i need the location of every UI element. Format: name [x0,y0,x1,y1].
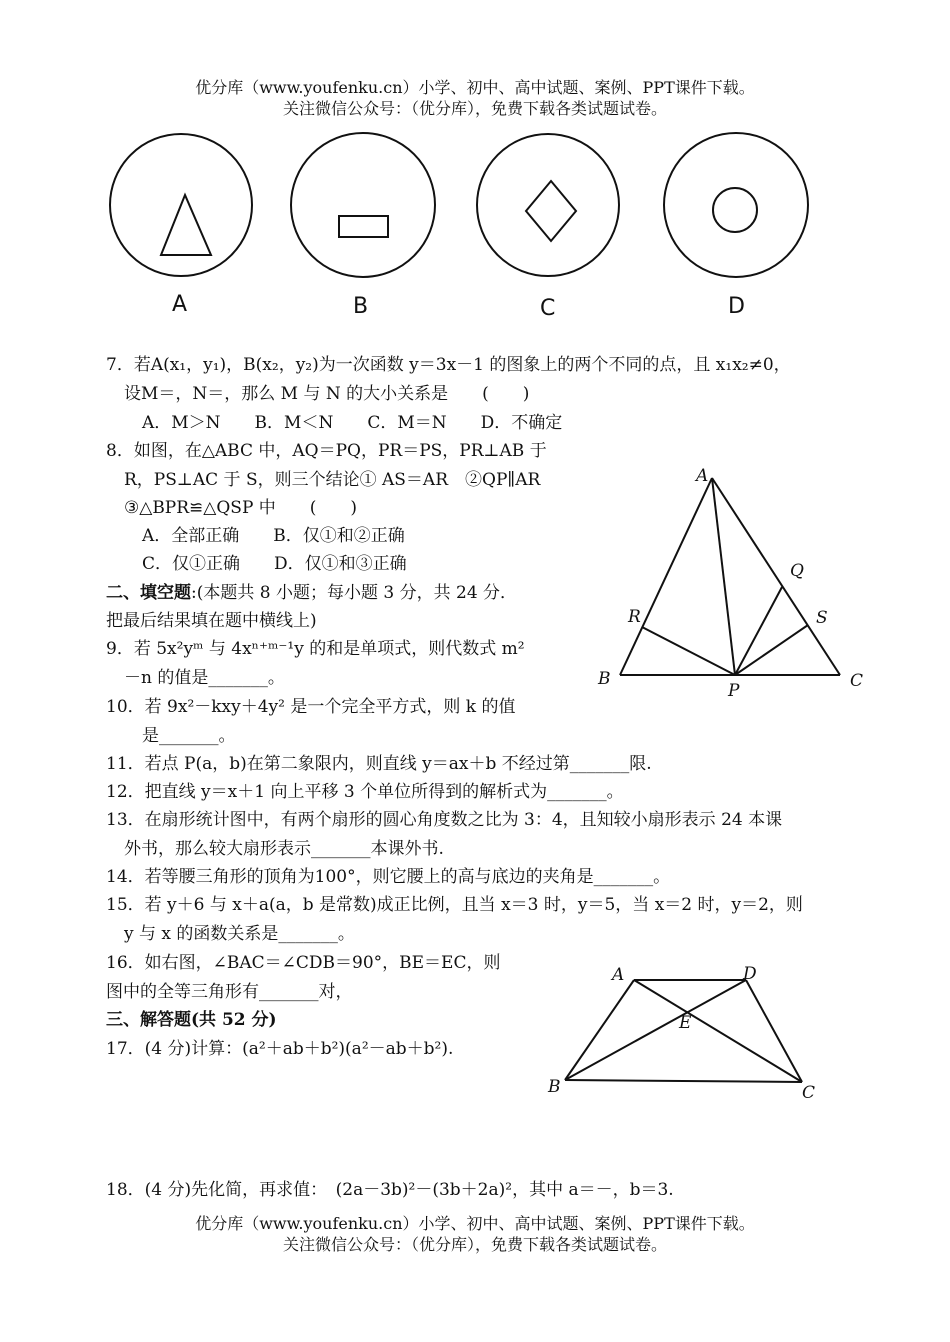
label-a: A [696,466,709,486]
segment-pq [735,587,782,675]
label-e: E [679,1013,692,1033]
q18: 18．(4 分)先化简，再求值： (2a－3b)²－(3b＋2a)²，其中 a＝－，b＝3. [106,1180,674,1200]
label-p: P [728,681,740,701]
q11: 11．若点 P(a，b)在第二象限内，则直线 y＝ax＋b 不经过第_______限. [106,754,652,774]
circle-figures [0,0,950,330]
section-2-desc-2: 把最后结果填在题中横线上) [106,611,317,631]
footer-line-2: 关注微信公众号：（优分库），免费下载各类试题试卷。 [282,1235,667,1254]
figure-a-label: A [172,292,188,317]
q8-options-1: A．全部正确 B．仅①和②正确 [142,526,405,546]
q7-options: A．M＞N B．M＜N C．M＝N D．不确定 [142,413,563,433]
q14: 14．若等腰三角形的顶角为100°，则它腰上的高与底边的夹角是_______。 [106,867,671,887]
q7-line-2: 设M＝，N＝，那么 M 与 N 的大小关系是 ( ) [124,384,530,404]
segment-pr [642,627,735,675]
figure-d-inner-circle [713,188,757,232]
label-b: B [548,1077,561,1097]
q10-line-2: 是_______。 [142,726,236,746]
figure-d-label: D [728,294,745,319]
q7-line-1: 7．若A(x₁，y₁)，B(x₂，y₂)为一次函数 y＝3x－1 的图象上的两个不同的点，且 x₁x₂≠0， [106,355,791,375]
header-line-1: 优分库（www.youfenku.cn）小学、初中、高中试题、案例、PPT课件下载。 [195,78,755,97]
label-d: D [743,964,757,984]
q15-line-2: y 与 x 的函数关系是_______。 [124,924,355,944]
side-ab [620,478,712,675]
side-bc [565,1080,802,1082]
triangle-figure [590,455,880,705]
footer-line-1: 优分库（www.youfenku.cn）小学、初中、高中试题、案例、PPT课件下载。 [195,1214,755,1233]
segment-ps [735,625,808,675]
q9-line-1: 9．若 5x²yᵐ 与 4xⁿ⁺ᵐ⁻¹y 的和是单项式，则代数式 m² [106,639,525,659]
q8-line-2: R，PS⊥AC 于 S，则三个结论① AS＝AR ②QP∥AR [124,470,541,490]
figure-b-label: B [353,294,369,319]
section-2-title: 二、填空题 [106,583,191,603]
q10-line-1: 10．若 9x²－kxy＋4y² 是一个完全平方式，则 k 的值 [106,697,516,717]
label-b: B [598,669,611,689]
q16-line-1: 16．如右图，∠BAC＝∠CDB＝90°，BE＝EC，则 [106,953,501,973]
q16-line-2: 图中的全等三角形有_______对， [106,982,353,1002]
figure-a-triangle [161,195,211,255]
diagonal-bd [565,980,746,1080]
q13-line-2: 外书，那么较大扇形表示_______本课外书. [124,839,444,859]
figure-c-diamond [526,181,576,241]
label-c: C [850,671,864,691]
figure-c-label: C [540,296,556,321]
section-2-heading [106,585,517,602]
figure-d-circle [664,133,808,277]
q8-line-1: 8．如图，在△ABC 中，AQ＝PQ，PR＝PS，PR⊥AB 于 [106,441,547,461]
q9-line-2: －n 的值是_______。 [124,668,285,688]
figure-b-circle [291,133,435,277]
q13-line-1: 13．在扇形统计图中，有两个扇形的圆心角度数之比为 3：4，且知较小扇形表示 24 本课 [106,810,783,830]
label-a: A [612,965,625,985]
section-2-desc: :(本题共 8 小题；每小题 3 分，共 24 分． [191,583,518,603]
q8-options-2: C．仅①正确 D．仅①和③正确 [142,554,407,574]
figure-b-rectangle [339,216,388,237]
label-c: C [802,1083,816,1103]
section-3-title: 三、解答题(共 52 分) [106,1010,277,1030]
q17: 17．(4 分)计算：(a²＋ab＋b²)(a²－ab＋b²). [106,1039,454,1059]
header-line-2: 关注微信公众号：（优分库），免费下载各类试题试卷。 [282,99,667,118]
label-q: Q [790,561,804,581]
label-s: S [816,608,828,628]
q8-line-3: ③△BPR≌△QSP 中 ( ) [124,498,358,518]
trapezoid-figure [540,960,840,1103]
figure-c-circle [477,134,619,276]
q15-line-1: 15．若 y＋6 与 x＋a(a，b 是常数)成正比例，且当 x＝3 时，y＝5，当 x＝2 时，y＝2，则 [106,895,803,915]
side-dc [746,980,802,1082]
q12: 12．把直线 y＝x＋1 向上平移 3 个单位所得到的解析式为_______。 [106,782,624,802]
label-r: R [628,607,641,627]
side-ab [565,980,634,1080]
